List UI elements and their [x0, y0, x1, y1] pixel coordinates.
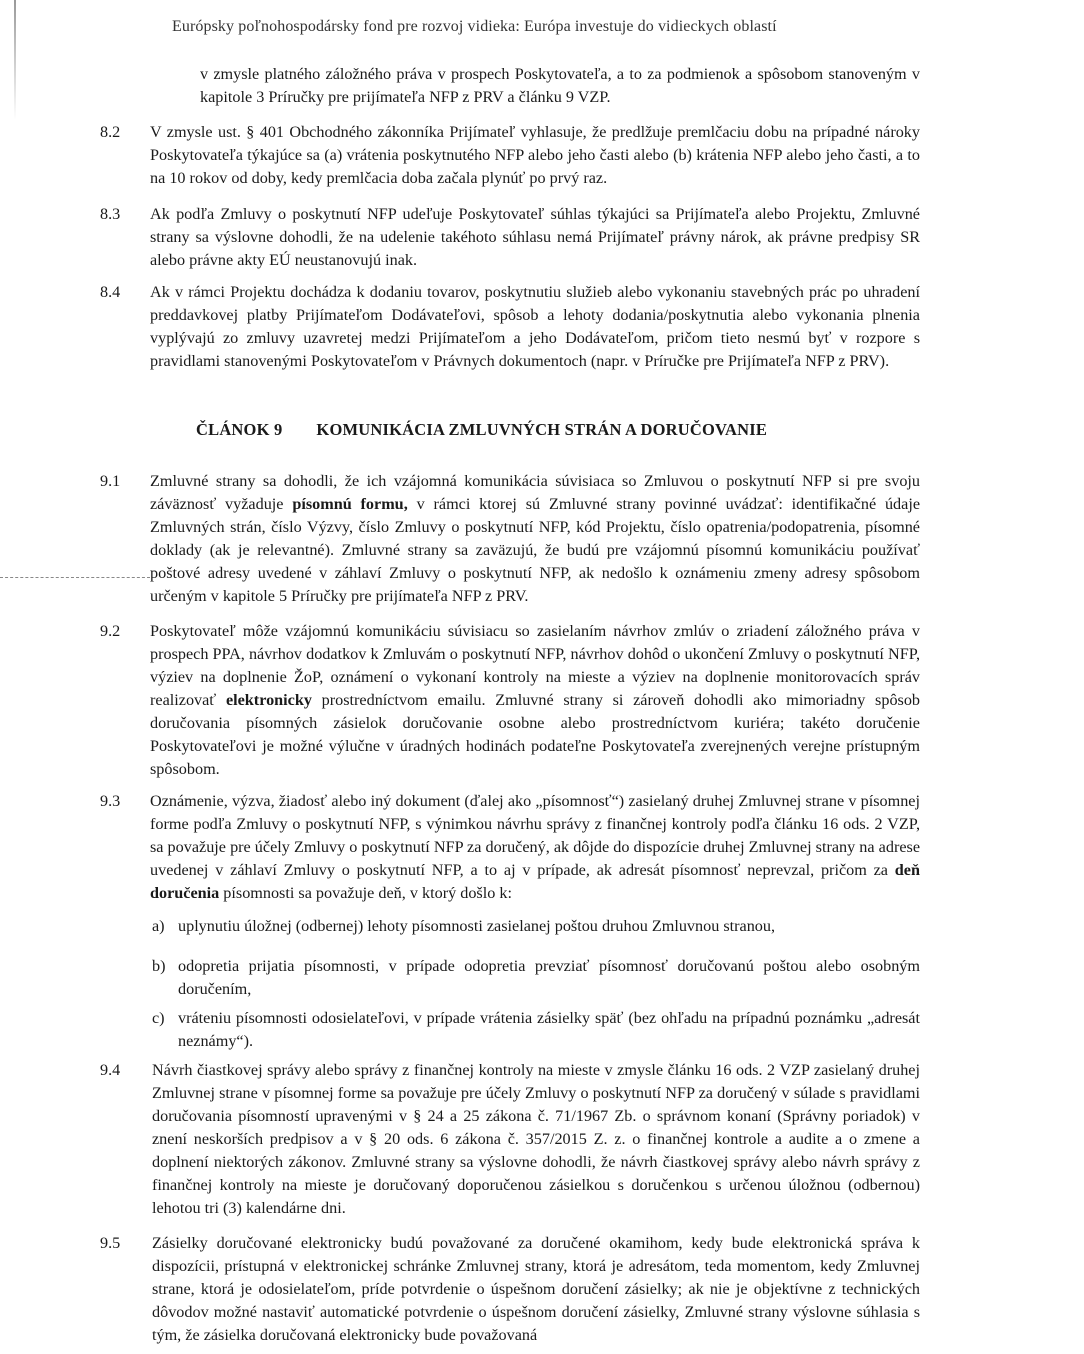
list-item-letter: b) — [152, 957, 166, 975]
section-number: 9.4 — [100, 1061, 121, 1079]
section-9-5-text: Zásielky doručované elektronicky budú považované za doručené okamihom, kedy bude elektronická správa k dispozícii, prístupná v elektronickej schránke Zmluvnej strany, ktorá je adresátom, teda momentom, kedy Zmluvnej strane, ktorá je odosielateľom, príde potvrdenie o úspešnom doručení zásielky; ak nie je objektívne z technických dôvodov možné nastaviť automatické potvrdenie o úspešnom doručení zásielky, Zmluvné strany výslovne súhlasia s tým, že zásielka doručovaná elektronicky bude považovaná — [152, 1234, 920, 1344]
section-9-1-text: Zmluvné strany sa dohodli, že ich vzájomná komunikácia súvisiaca so Zmluvou o poskytnutí NFP si pre svoju záväznosť vyžaduje písomnú formu, v rámci ktorej sú Zmluvné strany povinné uvádzať: identifikačné údaje Zmluvných strán, číslo Výzvy, číslo Zmluvy o poskytnutí NFP, kód Projektu, číslo opatrenia/podopatrenia, písomné doklady (ak je relevantné). Zmluvné strany sa zaväzujú, že budú pre vzájomnú písomnú komunikáciu používať poštové adresy uvedené v záhlaví Zmluvy o poskytnutí NFP, ak nedošlo k oznámeniu zmeny adresy spôsobom určeným v kapitole 5 Príručky pre prijímateľa NFP z PRV. — [150, 472, 921, 605]
emphasis: deň doručenia — [150, 861, 920, 902]
section-number: 9.3 — [100, 792, 121, 810]
section-9-2-text: Poskytovateľ môže vzájomnú komunikáciu súvisiacu so zasielaním návrhov zmlúv o zriadení záložného práva v prospech PPA, návrhov dodatkov k Zmluvám o poskytnutí NFP, návrhov dohôd o ukončení Zmluvy o poskytnutí NFP, výziev na doplnenie ŽoP, oznámení o vykonaní kontroly na mieste a výziev na doplnenie monitorovacích správ realizovať elektronicky prostredníctvom emailu. Zmluvné strany si zároveň dohodli ako mimoriadny spôsob doručovania písomných zásielok doručovanie osobne alebo prostredníctvom kuriéra; takéto doručenie Poskytovateľovi je možné výlučne v úradných hodinách podateľne Poskytovateľa zverejnených verejne prístupným spôsobom. — [150, 622, 921, 778]
article-title: KOMUNIKÁCIA ZMLUVNÝCH STRÁN A DORUČOVANIE — [316, 420, 768, 439]
list-item: odopretia prijatia písomnosti, v prípade odopretia prevziať písomnosť doručovanú poštou alebo osobným doručením, — [178, 957, 920, 998]
scan-dashed-mark — [0, 577, 150, 578]
list-item: uplynutiu úložnej (odbernej) lehoty písomnosti zasielanej poštou druhou Zmluvnou stranou, — [178, 917, 776, 935]
list-item-letter: c) — [152, 1009, 165, 1027]
section-8-4-text: Ak v rámci Projektu dochádza k dodaniu tovarov, poskytnutiu služieb alebo vykonaniu stavebných prác po uhradení preddavkovej platby Prijímateľom Dodávateľovi, spôsob a lehoty dodania/poskytnutia alebo vykonania plnenia vyplývajú zo zmluvy uzavretej medzi Prijímateľom a jeho Dodávateľom, pričom tieto nesmú byť v rozpore s pravidlami stanovenými Poskytovateľom v Právnych dokumentoch (napr. v Príručke pre Prijímateľa NFP z PRV). — [150, 283, 920, 370]
section-number: 9.5 — [100, 1234, 121, 1252]
intro-paragraph: v zmysle platného záložného práva v prospech Poskytovateľa, a to za podmienok a spôsobom stanoveným v kapitole 3 Príručky pre prijímateľa NFP z PRV a článku 9 VZP. — [200, 65, 920, 106]
article-heading — [196, 420, 767, 440]
section-9-4-text: Návrh čiastkovej správy alebo správy z finančnej kontroly na mieste v zmysle článku 16 ods. 2 VZP zasielaný druhej Zmluvnej strane v písomnej forme sa považuje pre účely Zmluvy o poskytnutí NFP za doručený v súlade s pravidlami doručovania písomností upravenými v § 24 a 25 zákona č. 71/1967 Zb. o správnom konaní (Správny poriadok) v znení neskorších predpisov a v § 20 ods. 6 zákona č. 357/2015 Z. z. o finančnej kontrole a audite a o zmene a doplnení niektorých zákonov. Zmluvné strany sa výslovne dohodli, že návrh čiastkovej správy alebo návrh správy z finančnej kontroly na mieste je doručovaný doporučenou zásielkou s doručenkou s určenou úložnou (odbernou) lehotou tri (3) kalendárne dni. — [152, 1061, 920, 1217]
section-number: 8.2 — [100, 123, 121, 141]
emphasis: elektronicky — [225, 691, 312, 709]
section-number: 8.4 — [100, 283, 121, 301]
section-8-3-text: Ak podľa Zmluvy o poskytnutí NFP udeľuje Poskytovateľ súhlas týkajúci sa Prijímateľa alebo Projektu, Zmluvné strany sa výslovne dohodli, že na udelenie takéhoto súhlasu nemá Prijímateľ právny nárok, ak právne predpisy SR alebo právne akty EÚ neustanovujú inak. — [150, 205, 920, 269]
section-number: 9.2 — [100, 622, 121, 640]
section-8-2-text: V zmysle ust. § 401 Obchodného zákonníka Prijímateľ vyhlasuje, že predlžuje premlčaciu dobu na prípadné nároky Poskytovateľa týkajúce sa (a) vrátenia poskytnutého NFP alebo jeho časti alebo (b) krátenia NFP alebo jeho časti, a to na 10 rokov od doby, kedy premlčacia doba začala plynúť po prvý raz. — [150, 123, 920, 187]
section-number: 8.3 — [100, 205, 121, 223]
document-header: Európsky poľnohospodársky fond pre rozvoj vidieka: Európa investuje do vidieckych oblastí — [172, 18, 777, 35]
list-item-letter: a) — [152, 917, 165, 935]
section-9-3-text: Oznámenie, výzva, žiadosť alebo iný dokument (ďalej ako „písomnosť“) zasielaný druhej Zmluvnej strane v písomnej forme podľa Zmluvy o poskytnutí NFP, s výnimkou návrhu správy z finančnej kontroly podľa článku 16 ods. 2 VZP, sa považuje pre účely Zmluvy o poskytnutí NFP za doručený, ak dôjde do dispozície druhej Zmluvnej strany na adrese uvedenej v záhlaví Zmluvy o poskytnutí NFP, a to aj v prípade, ak adresát písomnosť neprevzal, pričom za deň doručenia písomnosti sa považuje deň, v ktorý došlo k: — [150, 792, 920, 902]
emphasis: písomnú formu, — [292, 495, 408, 513]
list-item: vráteniu písomnosti odosielateľovi, v prípade vrátenia zásielky späť (bez ohľadu na prípadnú poznámku „adresát neznámy“). — [178, 1009, 920, 1050]
scan-margin-mark — [14, 0, 16, 120]
article-label: ČLÁNOK 9 — [196, 420, 283, 439]
section-number: 9.1 — [100, 472, 121, 490]
